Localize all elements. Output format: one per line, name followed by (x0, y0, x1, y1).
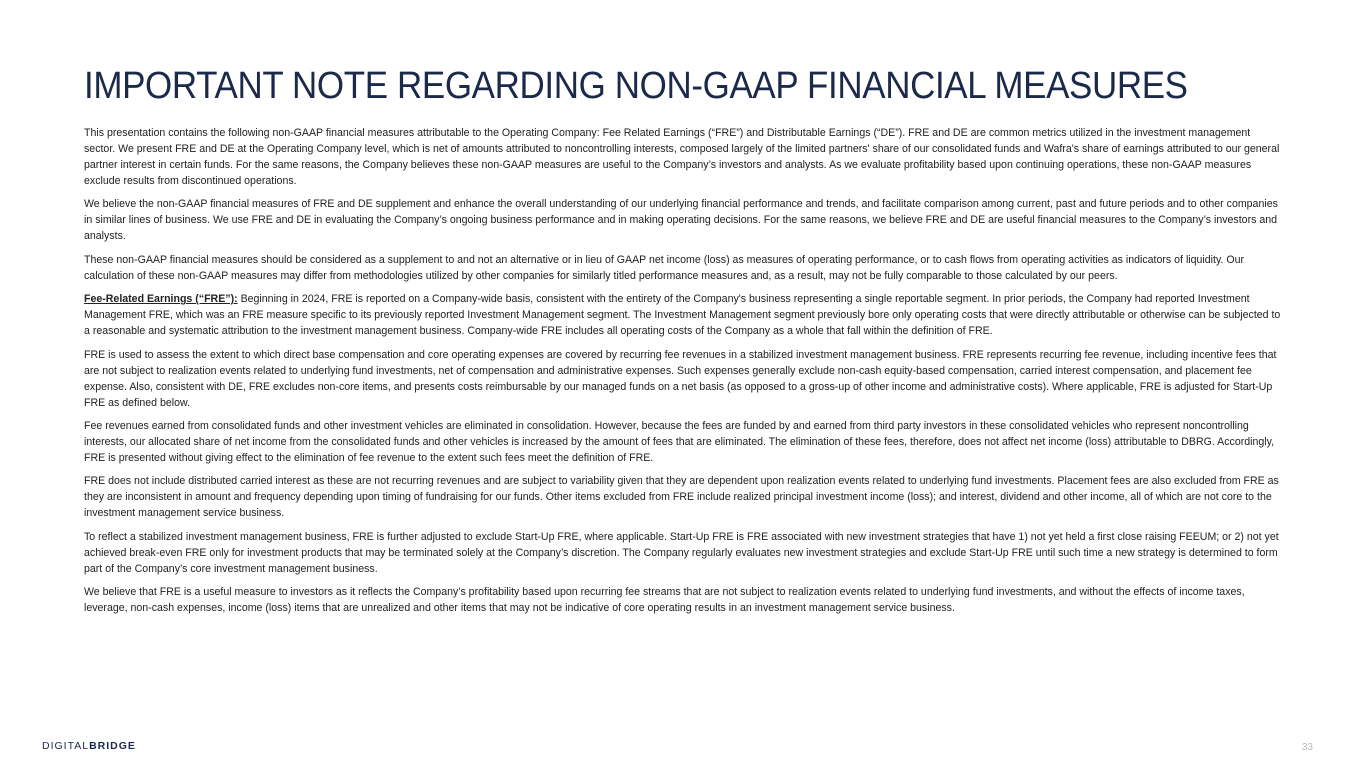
paragraph-fre-definition (84, 291, 1284, 339)
paragraph-start-up-fre: To reflect a stabilized investment management business, FRE is further adjusted to exclude Start-Up FRE, where applicable. Start-Up FRE is FRE associated with new investment strategies that have 1) not yet held a first close raising FEEUM; or 2) not yet achieved break-even FRE only for investment products that may be terminated solely at the Company’s discretion. The Company regularly evaluates new investment strategies and exclude Start-Up FRE until such time a new strategy is determined to form part of the Company’s core investment management business. (84, 530, 1279, 575)
digitalbridge-logo (42, 740, 136, 752)
page-number: 33 (1301, 742, 1313, 753)
fre-definition-text: Beginning in 2024, FRE is reported on a Company-wide basis, consistent with the entirety of the Company's business representing a single reportable segment. In prior periods, the Company had reported Investment Management FRE, which was an FRE measure specific to its previously reported Investment Management segment. The Investment Management segment previously bore only operating costs that were directly attributable or otherwise can be subjected to a reasonable and systematic attribution to the investment management business. Company-wide FRE includes all operating costs of the Company as a whole that fall within the definition of FRE. (84, 293, 1281, 338)
paragraph-fre-exclusions: FRE does not include distributed carried interest as these are not recurring revenues and are subject to variability given that they are dependent upon realization events related to underlying fund investments. Placement fees are also excluded from FRE as they are inconsistent in amount and frequency depending upon timing of fundraising for our funds. Other items excluded from FRE include realized principal investment income (loss); and interest, dividend and other income, all of which are not core to the investment management service business. (84, 475, 1279, 520)
fre-term: Fee-Related Earnings (“FRE”): (84, 293, 238, 306)
paragraph-fre-usage: FRE is used to assess the extent to which direct base compensation and core operating expenses are covered by recurring fee revenues in a stabilized investment management business. FRE represents recurring fee revenue, including incentive fees that are not subject to realization events related to underlying fund investments, net of compensation and administrative expenses. Such expenses generally exclude non-cash equity-based compensation, carried interest compensation, and placement fee expense. Also, consistent with DE, FRE excludes non-core items, and presents costs reimbursable by our managed funds on a net basis (as opposed to a gross-up of other income and administrative costs). Where applicable, FRE is adjusted for Start-Up FRE as defined below. (84, 348, 1277, 409)
paragraph-supplement: We believe the non-GAAP financial measures of FRE and DE supplement and enhance the overall understanding of our underlying financial performance and trends, and facilitate comparison among current, past and future periods and to other companies in similar lines of business. We use FRE and DE in evaluating the Company’s ongoing business performance and in making operating decisions. For the same reasons, we believe FRE and DE are useful financial measures to the Company’s investors and analysts. (84, 198, 1278, 243)
paragraph-fee-revenues: Fee revenues earned from consolidated funds and other investment vehicles are eliminated in consolidation. However, because the fees are funded by and earned from third party investors in these consolidated vehicles who represent noncontrolling interests, our allocated share of net income from the consolidated funds and other vehicles is increased by the amount of fees that are eliminated. The elimination of these fees, therefore, does not affect net income (loss) attributable to DBRG. Accordingly, FRE is presented without giving effect to the elimination of fee revenue to the extent such fees meet the definition of FRE. (84, 419, 1275, 464)
paragraph-limitations: These non-GAAP financial measures should be considered as a supplement to and not an alternative or in lieu of GAAP net income (loss) as measures of operating performance, or to cash flows from operating activities as indicators of liquidity. Our calculation of these non-GAAP measures may differ from methodologies utilized by other companies for similarly titled performance measures and, as a result, may not be fully comparable to those calculated by our peers. (84, 253, 1245, 282)
paragraph-fre-usefulness: We believe that FRE is a useful measure to investors as it reflects the Company’s profitability based upon recurring fee streams that are not subject to realization events related to underlying fund investments, and without the effects of income taxes, leverage, non-cash expenses, income (loss) items that are unrealized and other items that may not be indicative of core operating results in an investment management service business. (84, 586, 1245, 615)
logo-text-digital: DIGITAL (42, 740, 90, 752)
logo-text-bridge: BRIDGE (89, 740, 136, 752)
paragraph-intro: This presentation contains the following non-GAAP financial measures attributable to the Operating Company: Fee Related Earnings (“FRE”) and Distributable Earnings (“DE”). FRE and DE are common metrics utilized in the investment management sector. We present FRE and DE at the Operating Company level, which is net of amounts attributed to noncontrolling interests, composed largely of the limited partners' share of our consolidated funds and Wafra's share of earnings attributed to our general partner interest in certain funds. For the same reasons, the Company believes these non-GAAP measures are useful to the Company’s investors and analysts. As we evaluate profitability based upon continuing operations, these non-GAAP measures exclude results from discontinued operations. (84, 127, 1280, 187)
slide-title: IMPORTANT NOTE REGARDING NON-GAAP FINANCIAL MEASURES (84, 65, 1188, 107)
body-text (84, 125, 1284, 624)
